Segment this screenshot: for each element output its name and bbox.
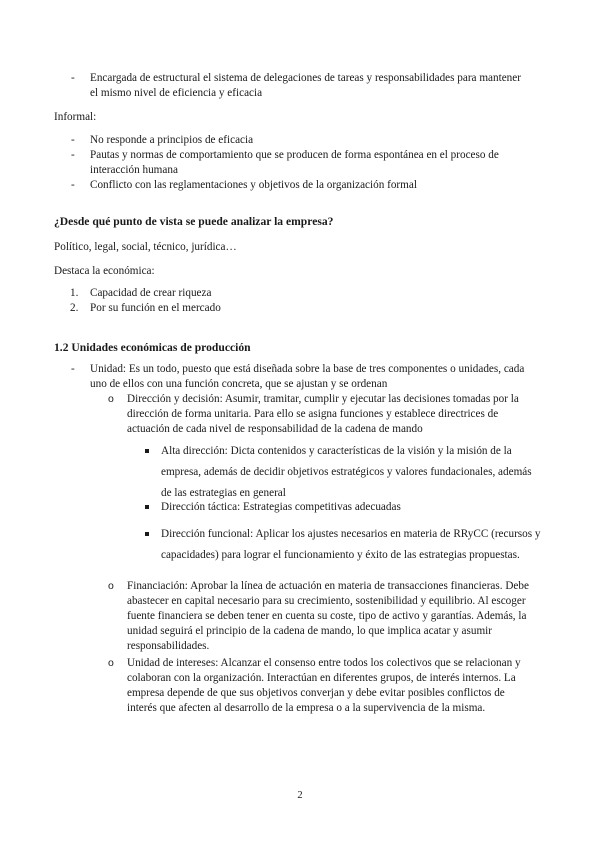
- list-item-text: No responde a principios de eficacia: [90, 134, 254, 146]
- square-bullet: [145, 505, 149, 509]
- intereses-block: [0, 656, 600, 716]
- nested-list-item-text: Dirección táctica: Estrategias competitivas adecuadas: [161, 501, 401, 513]
- section-heading: 1.2 Unidades económicas de producción: [54, 341, 251, 354]
- list-item: [0, 286, 600, 301]
- list-item: [0, 362, 530, 392]
- dash-bullet: -: [71, 179, 75, 191]
- list-item: [0, 71, 530, 101]
- list-item: [0, 148, 530, 178]
- sub-list-item: [0, 579, 537, 654]
- square-bullet: [145, 532, 149, 536]
- niveles-list-3: [0, 524, 600, 566]
- intro-list: [0, 71, 600, 101]
- unidad-list: [0, 362, 600, 392]
- direccion-block: [0, 392, 600, 437]
- sub-list-item: [0, 656, 537, 716]
- niveles-list-2: [0, 497, 600, 518]
- dash-bullet: -: [71, 149, 75, 161]
- list-number: 1.: [70, 287, 79, 299]
- list-item-text: Capacidad de crear riqueza: [90, 287, 212, 299]
- informal-label: Informal:: [54, 111, 97, 123]
- sub-list-item: [0, 392, 537, 437]
- question-heading: ¿Desde qué punto de vista se puede analizar la empresa?: [54, 215, 334, 228]
- nested-list-item: [0, 497, 541, 518]
- list-number: 2.: [70, 302, 79, 314]
- highlight-text: Destaca la económica:: [54, 265, 155, 277]
- list-item: [0, 133, 530, 148]
- financiacion-block: [0, 579, 600, 654]
- list-item-text: Conflicto con las reglamentaciones y objetivos de la organización formal: [90, 179, 417, 191]
- nested-list-item: [0, 441, 541, 504]
- niveles-list: [0, 441, 600, 504]
- circle-bullet: o: [108, 393, 114, 405]
- informal-list: [0, 133, 600, 193]
- list-item: [0, 301, 600, 316]
- sub-list-item-text: Unidad de intereses: Alcanzar el consenso entre todos los colectivos que se relacionan y colaboran con la organización. Interactúan en diferentes grupos, de interés internos. La empresa depende de que sus objetivos converjan y debe evitar posibles conflictos de interés que afecten al desarrollo de la empresa o a la supervivencia de la misma.: [127, 657, 521, 714]
- economic-list: [0, 286, 600, 316]
- sub-list-item-text: Financiación: Aprobar la línea de actuación en materia de transacciones financieras. Debe abastecer en capital necesario para su crecimiento, sostenibilidad y equilibrio. Al escoger fuente financiera se deben tener en cuenta su coste, tipo de activo y garantías. Además, la unidad seguirá el principio de la cadena de mando, lo que implica acatar y asumir responsabilidades.: [127, 580, 529, 652]
- nested-list-item-text: Alta dirección: Dicta contenidos y características de la visión y la misión de la empresa, además de decidir objetivos estratégicos y valores fundacionales, además de las estrategias en general: [161, 445, 532, 499]
- sub-list-item-text: Dirección y decisión: Asumir, tramitar, cumplir y ejecutar las decisiones tomadas por la dirección de forma unitaria. Para ello se asigna funciones y establece directrices de actuación de cada nivel de responsabilidad de la cadena de mando: [127, 393, 519, 435]
- dash-bullet: -: [71, 134, 75, 146]
- nested-list-item-text: Dirección funcional: Aplicar los ajustes necesarios en materia de RRyCC (recursos y capacidades) para lograr el funcionamiento y éxito de las estrategias propuestas.: [161, 528, 541, 561]
- list-item-text: Por su función en el mercado: [90, 302, 221, 314]
- dash-bullet: -: [71, 72, 75, 84]
- dash-bullet: -: [71, 363, 75, 375]
- nested-list-item: [0, 524, 541, 566]
- list-item-text: Unidad: Es un todo, puesto que está diseñada sobre la base de tres componentes o unidades, cada uno de ellos con una función concreta, que se ajustan y se ordenan: [90, 363, 525, 390]
- list-item-text: Encargada de estructural el sistema de delegaciones de tareas y responsabilidades para mantener el mismo nivel de eficiencia y eficacia: [90, 72, 521, 99]
- circle-bullet: o: [108, 580, 114, 592]
- circle-bullet: o: [108, 657, 114, 669]
- square-bullet: [145, 449, 149, 453]
- viewpoints-text: Político, legal, social, técnico, jurídica…: [54, 241, 237, 253]
- list-item-text: Pautas y normas de comportamiento que se producen de forma espontánea en el proceso de interacción humana: [90, 149, 499, 176]
- page-number: 2: [297, 790, 303, 801]
- list-item: [0, 178, 530, 193]
